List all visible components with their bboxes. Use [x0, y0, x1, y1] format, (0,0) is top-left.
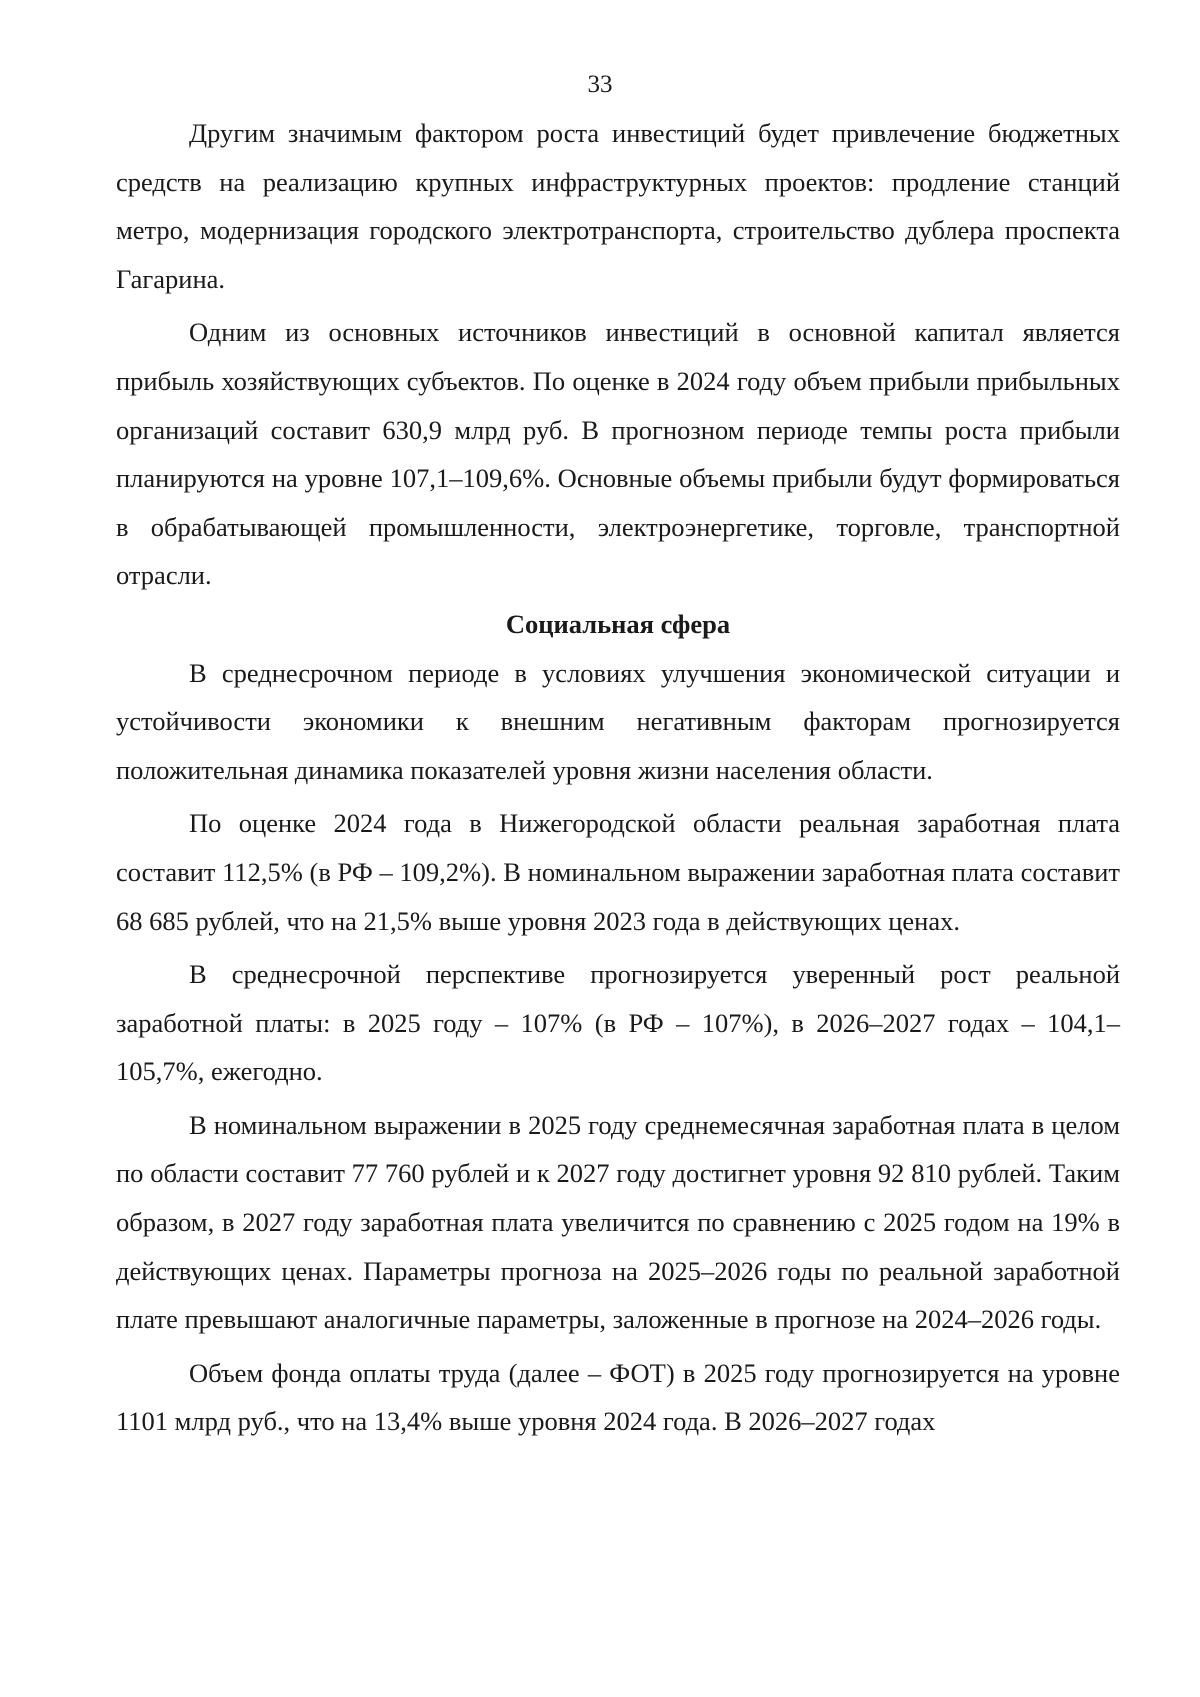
paragraph-infrastructure-investments: Другим значимым фактором роста инвестиций будет привлечение бюджетных средств на реализацию крупных инфраструктурных проектов: продление станций метро, модернизация городского электротранспорта, строительство дублера проспекта Гагарина. — [116, 118, 1120, 294]
paragraph-profit-sources: Одним из основных источников инвестиций в основной капитал является прибыль хозяйствующих субъектов. По оценке в 2024 году объем прибыли прибыльных организаций составит 630,9 млрд руб. В прогнозном периоде темпы роста прибыли планируются на уровне 107,1–109,6%. Основные объемы прибыли будут формироваться в обрабатывающей промышленности, электроэнергетике, торговле, транспортной отрасли. — [116, 317, 1120, 591]
paragraph-nominal-wage-forecast: В номинальном выражении в 2025 году среднемесячная заработная плата в целом по области составит 77 760 рублей и к 2027 году достигнет уровня 92 810 рублей. Таким образом, в 2027 году заработная плата увеличится по сравнению с 2025 годом на 19% в действующих ценах. Параметры прогноза на 2025–2026 годы по реальной заработной плате превышают аналогичные параметры, заложенные в прогнозе на 2024–2026 годы. — [116, 1109, 1120, 1335]
paragraph-real-wage-forecast: В среднесрочной перспективе прогнозируется уверенный рост реальной заработной платы: в 2025 году – 107% (в РФ – 107%), в 2026–2027 годах – 104,1–105,7%, ежегодно. — [116, 959, 1120, 1087]
paragraph-living-standards: В среднесрочном периоде в условиях улучшения экономической ситуации и устойчивости экономики к внешним негативным факторам прогнозируется положительная динамика показателей уровня жизни населения области. — [116, 657, 1120, 785]
page-number: 33 — [587, 71, 613, 98]
section-heading-social-sphere: Социальная сфера — [505, 608, 731, 639]
paragraph-wage-estimate-2024: По оценке 2024 года в Нижегородской области реальная заработная плата составит 112,5% (в РФ – 109,2%). В номинальном выражении заработная плата составит 68 685 рублей, что на 21,5% выше уровня 2023 года в действующих ценах. — [116, 808, 1120, 936]
document-body — [116, 109, 1120, 1446]
paragraph-payroll-fund: Объем фонда оплаты труда (далее – ФОТ) в 2025 году прогнозируется на уровне 1101 млрд руб., что на 13,4% выше уровня 2024 года. В 2026–2027 годах — [116, 1357, 1120, 1437]
